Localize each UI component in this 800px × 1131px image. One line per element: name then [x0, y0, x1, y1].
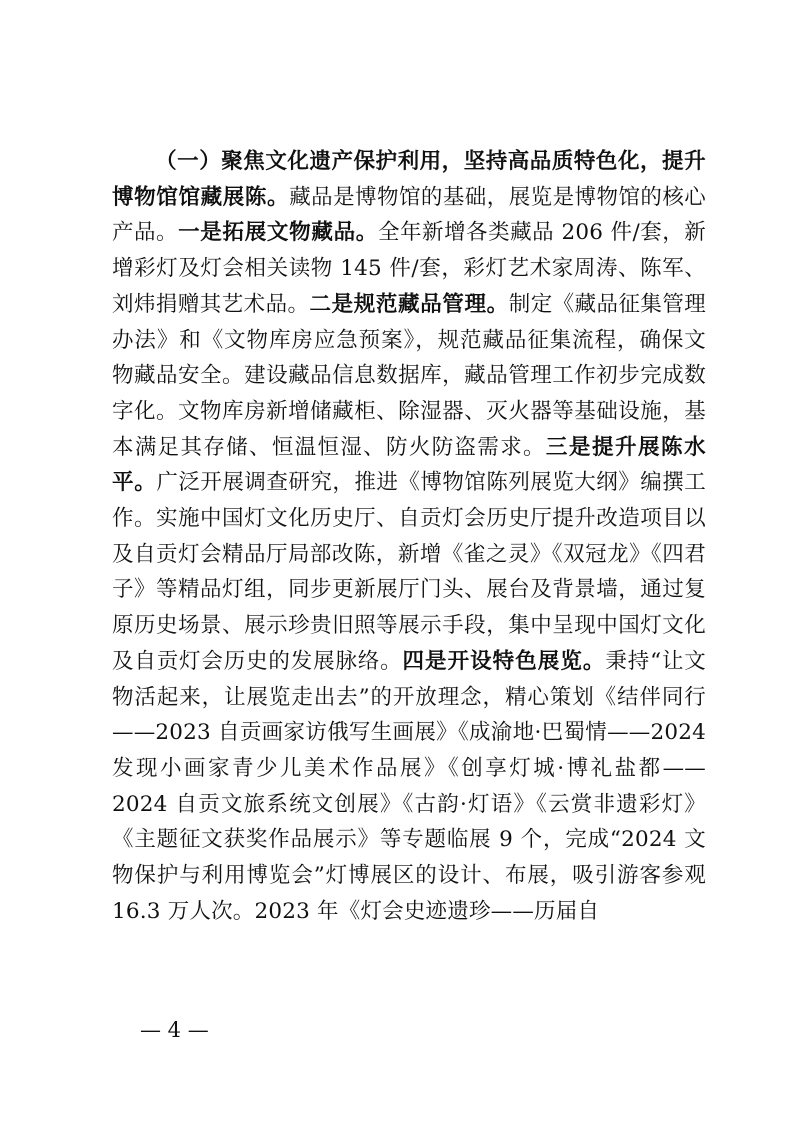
text-segment: 藏品是博物馆的基础，展览是博物馆的核心产品。	[112, 184, 706, 246]
text-segment: 秉持“让文物活起来，让展览走出去”的开放理念，精心策划《结伴同行——2023 自贡画家访俄写生画展》《成渝地·巴蜀情——2024 发现小画家青少儿美术作品展》《创享灯城·博礼盐都——2024 自贡文旅系统文创展》《古韵·灯语》《云赏非遗彩灯》《主题征文获奖作品展示》等专题临展 9 个，完成“2024 文物保护与利用博览会”灯博展区的设计、布展，吸引游客参观 16.3 万人次。2023 年《灯会史迹遗珍——历届自	[112, 648, 706, 924]
text-segment: 全年新增各类藏品 206 件/套，新增彩灯及灯会相关读物 145 件/套，彩灯艺术家周涛、陈军、刘炜捐赠其艺术品。	[112, 220, 706, 317]
bold-heading-segment: 一是拓展文物藏品。	[178, 220, 379, 246]
page-number: — 4 —	[140, 1018, 209, 1042]
text-segment: 广泛开展调查研究，推进《博物馆陈列展览大纲》编撰工作。实施中国灯文化历史厅、自贡灯会历史厅提升改造项目以及自贡灯会精品厅局部改陈，新增《雀之灵》《双冠龙》《四君子》等精品灯组，同步更新展厅门头、展台及背景墙，通过复原历史场景、展示珍贵旧照等展示手段，集中呈现中国灯文化及自贡灯会历史的发展脉络。	[112, 470, 706, 674]
bold-heading-segment: 二是规范藏品管理。	[309, 291, 509, 317]
text-segment: 制定《藏品征集管理办法》和《文物库房应急预案》，规范藏品征集流程，确保文物藏品安全。建设藏品信息数据库，藏品管理工作初步完成数字化。文物库房新增储藏柜、除湿器、灭火器等基础设施，基本满足其存储、恒温恒湿、防火防盗需求。	[112, 291, 706, 460]
bold-heading-segment: 三是提升展陈水平。	[112, 434, 706, 496]
body-paragraph	[112, 144, 706, 929]
bold-heading-segment: 四是开设特色展览。	[402, 648, 606, 674]
bold-heading-segment: （一）聚焦文化遗产保护利用，坚持高品质特色化，提升博物馆馆藏展陈。	[112, 149, 706, 210]
